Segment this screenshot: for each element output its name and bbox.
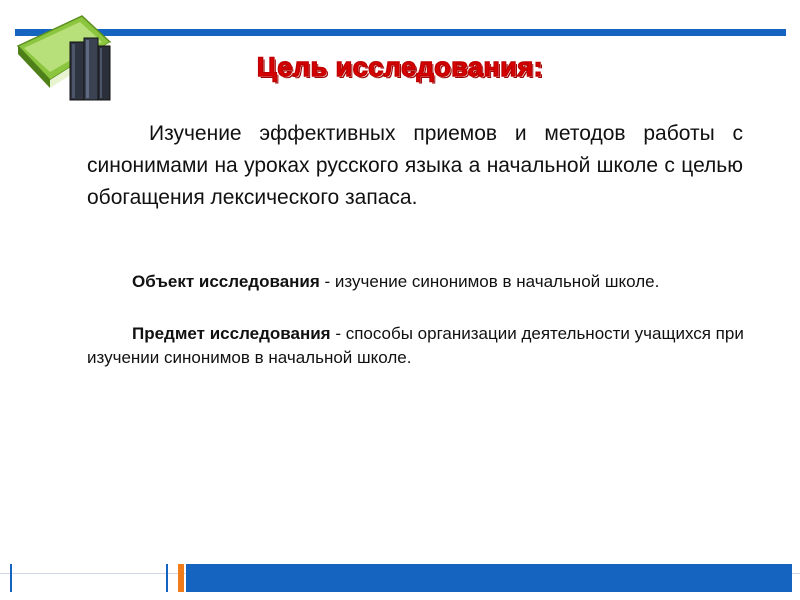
subject-text: - способы организации деятельности учащихся при изучении синонимов в начальной школе. — [87, 324, 744, 367]
object-label: Объект исследования — [132, 272, 320, 291]
footer-tick — [166, 564, 168, 592]
object-text: - изучение синонимов в начальной школе. — [319, 272, 660, 291]
subject-label: Предмет исследования — [132, 324, 331, 343]
footer-orange-accent — [178, 564, 184, 592]
goal-paragraph: Изучение эффективных приемов и методов работы с синонимами на уроках русского языка а начальной школе с целью обогащения лексического запаса. — [87, 122, 743, 209]
slide-title-text: Цель исследования: — [256, 52, 544, 82]
subject-paragraph — [87, 322, 747, 370]
top-accent-bar — [15, 29, 786, 36]
slide-title — [0, 52, 800, 83]
object-paragraph — [87, 270, 747, 294]
footer-tick — [10, 564, 12, 592]
top-bar-gap — [786, 29, 790, 36]
footer-blue-band — [186, 564, 792, 592]
